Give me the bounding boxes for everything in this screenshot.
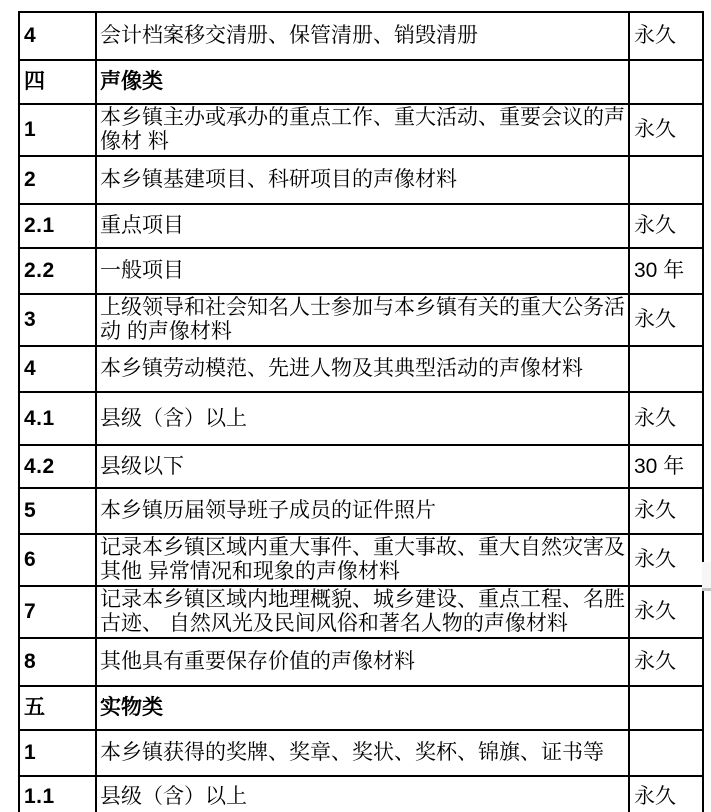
row-description-cell: 记录本乡镇区域内重大事件、重大事故、重大自然灾害及其他 异常情况和现象的声像材料 xyxy=(96,534,629,586)
row-number-cell: 2 xyxy=(19,156,96,204)
row-number-cell: 4 xyxy=(19,346,96,392)
table-body xyxy=(19,12,703,812)
row-number-cell: 4.2 xyxy=(19,445,96,488)
row-number-cell: 8 xyxy=(19,638,96,686)
row-period-cell: 永久 xyxy=(629,104,703,156)
row-number-cell: 1 xyxy=(19,104,96,156)
row-period-cell: 永久 xyxy=(629,776,703,812)
table-row xyxy=(19,730,703,776)
row-period-cell: 30 年 xyxy=(629,445,703,488)
row-description-cell: 重点项目 xyxy=(96,204,629,248)
row-description-cell: 其他具有重要保存价值的声像材料 xyxy=(96,638,629,686)
row-period-cell: 永久 xyxy=(629,488,703,534)
row-period-cell: 永久 xyxy=(629,12,703,60)
table-row xyxy=(19,294,703,346)
table-row xyxy=(19,445,703,488)
row-period-cell: 永久 xyxy=(629,586,703,638)
row-description-cell: 上级领导和社会知名人士参加与本乡镇有关的重大公务活动 的声像材料 xyxy=(96,294,629,346)
row-period-cell xyxy=(629,346,703,392)
table-row xyxy=(19,204,703,248)
row-number-cell: 5 xyxy=(19,488,96,534)
row-description-cell: 县级（含）以上 xyxy=(96,776,629,812)
row-description-cell: 记录本乡镇区域内地理概貌、城乡建设、重点工程、名胜古迹、 自然风光及民间风俗和著名人物的声像材料 xyxy=(96,586,629,638)
table-row xyxy=(19,346,703,392)
row-description-cell: 本乡镇获得的奖牌、奖章、奖状、奖杯、锦旗、证书等 xyxy=(96,730,629,776)
row-number-cell: 四 xyxy=(19,60,96,104)
row-period-cell xyxy=(629,686,703,730)
table-row xyxy=(19,488,703,534)
row-period-cell: 永久 xyxy=(629,294,703,346)
row-number-cell: 1.1 xyxy=(19,776,96,812)
row-number-cell: 4 xyxy=(19,12,96,60)
table-row xyxy=(19,392,703,445)
row-period-cell xyxy=(629,60,703,104)
row-description-cell: 实物类 xyxy=(96,686,629,730)
row-period-cell: 永久 xyxy=(629,392,703,445)
row-number-cell: 2.2 xyxy=(19,248,96,294)
table-row xyxy=(19,638,703,686)
row-number-cell: 4.1 xyxy=(19,392,96,445)
row-number-cell: 1 xyxy=(19,730,96,776)
table-row xyxy=(19,156,703,204)
scrollbar-thumb-fragment[interactable] xyxy=(702,562,711,591)
table-row xyxy=(19,776,703,812)
row-number-cell: 7 xyxy=(19,586,96,638)
table-row xyxy=(19,686,703,730)
row-description-cell: 县级以下 xyxy=(96,445,629,488)
table-row xyxy=(19,12,703,60)
row-period-cell xyxy=(629,156,703,204)
table-row xyxy=(19,586,703,638)
table-row xyxy=(19,60,703,104)
retention-schedule-table xyxy=(18,11,704,812)
row-period-cell xyxy=(629,730,703,776)
row-description-cell: 一般项目 xyxy=(96,248,629,294)
row-number-cell: 3 xyxy=(19,294,96,346)
row-description-cell: 声像类 xyxy=(96,60,629,104)
row-period-cell: 永久 xyxy=(629,204,703,248)
row-description-cell: 本乡镇基建项目、科研项目的声像材料 xyxy=(96,156,629,204)
row-number-cell: 6 xyxy=(19,534,96,586)
row-description-cell: 县级（含）以上 xyxy=(96,392,629,445)
row-description-cell: 会计档案移交清册、保管清册、销毁清册 xyxy=(96,12,629,60)
row-period-cell: 永久 xyxy=(629,638,703,686)
row-description-cell: 本乡镇主办或承办的重点工作、重大活动、重要会议的声像材 料 xyxy=(96,104,629,156)
table-row xyxy=(19,534,703,586)
row-period-cell: 30 年 xyxy=(629,248,703,294)
row-description-cell: 本乡镇历届领导班子成员的证件照片 xyxy=(96,488,629,534)
row-number-cell: 2.1 xyxy=(19,204,96,248)
table-row xyxy=(19,104,703,156)
row-number-cell: 五 xyxy=(19,686,96,730)
row-description-cell: 本乡镇劳动模范、先进人物及其典型活动的声像材料 xyxy=(96,346,629,392)
table-row xyxy=(19,248,703,294)
row-period-cell: 永久 xyxy=(629,534,703,586)
